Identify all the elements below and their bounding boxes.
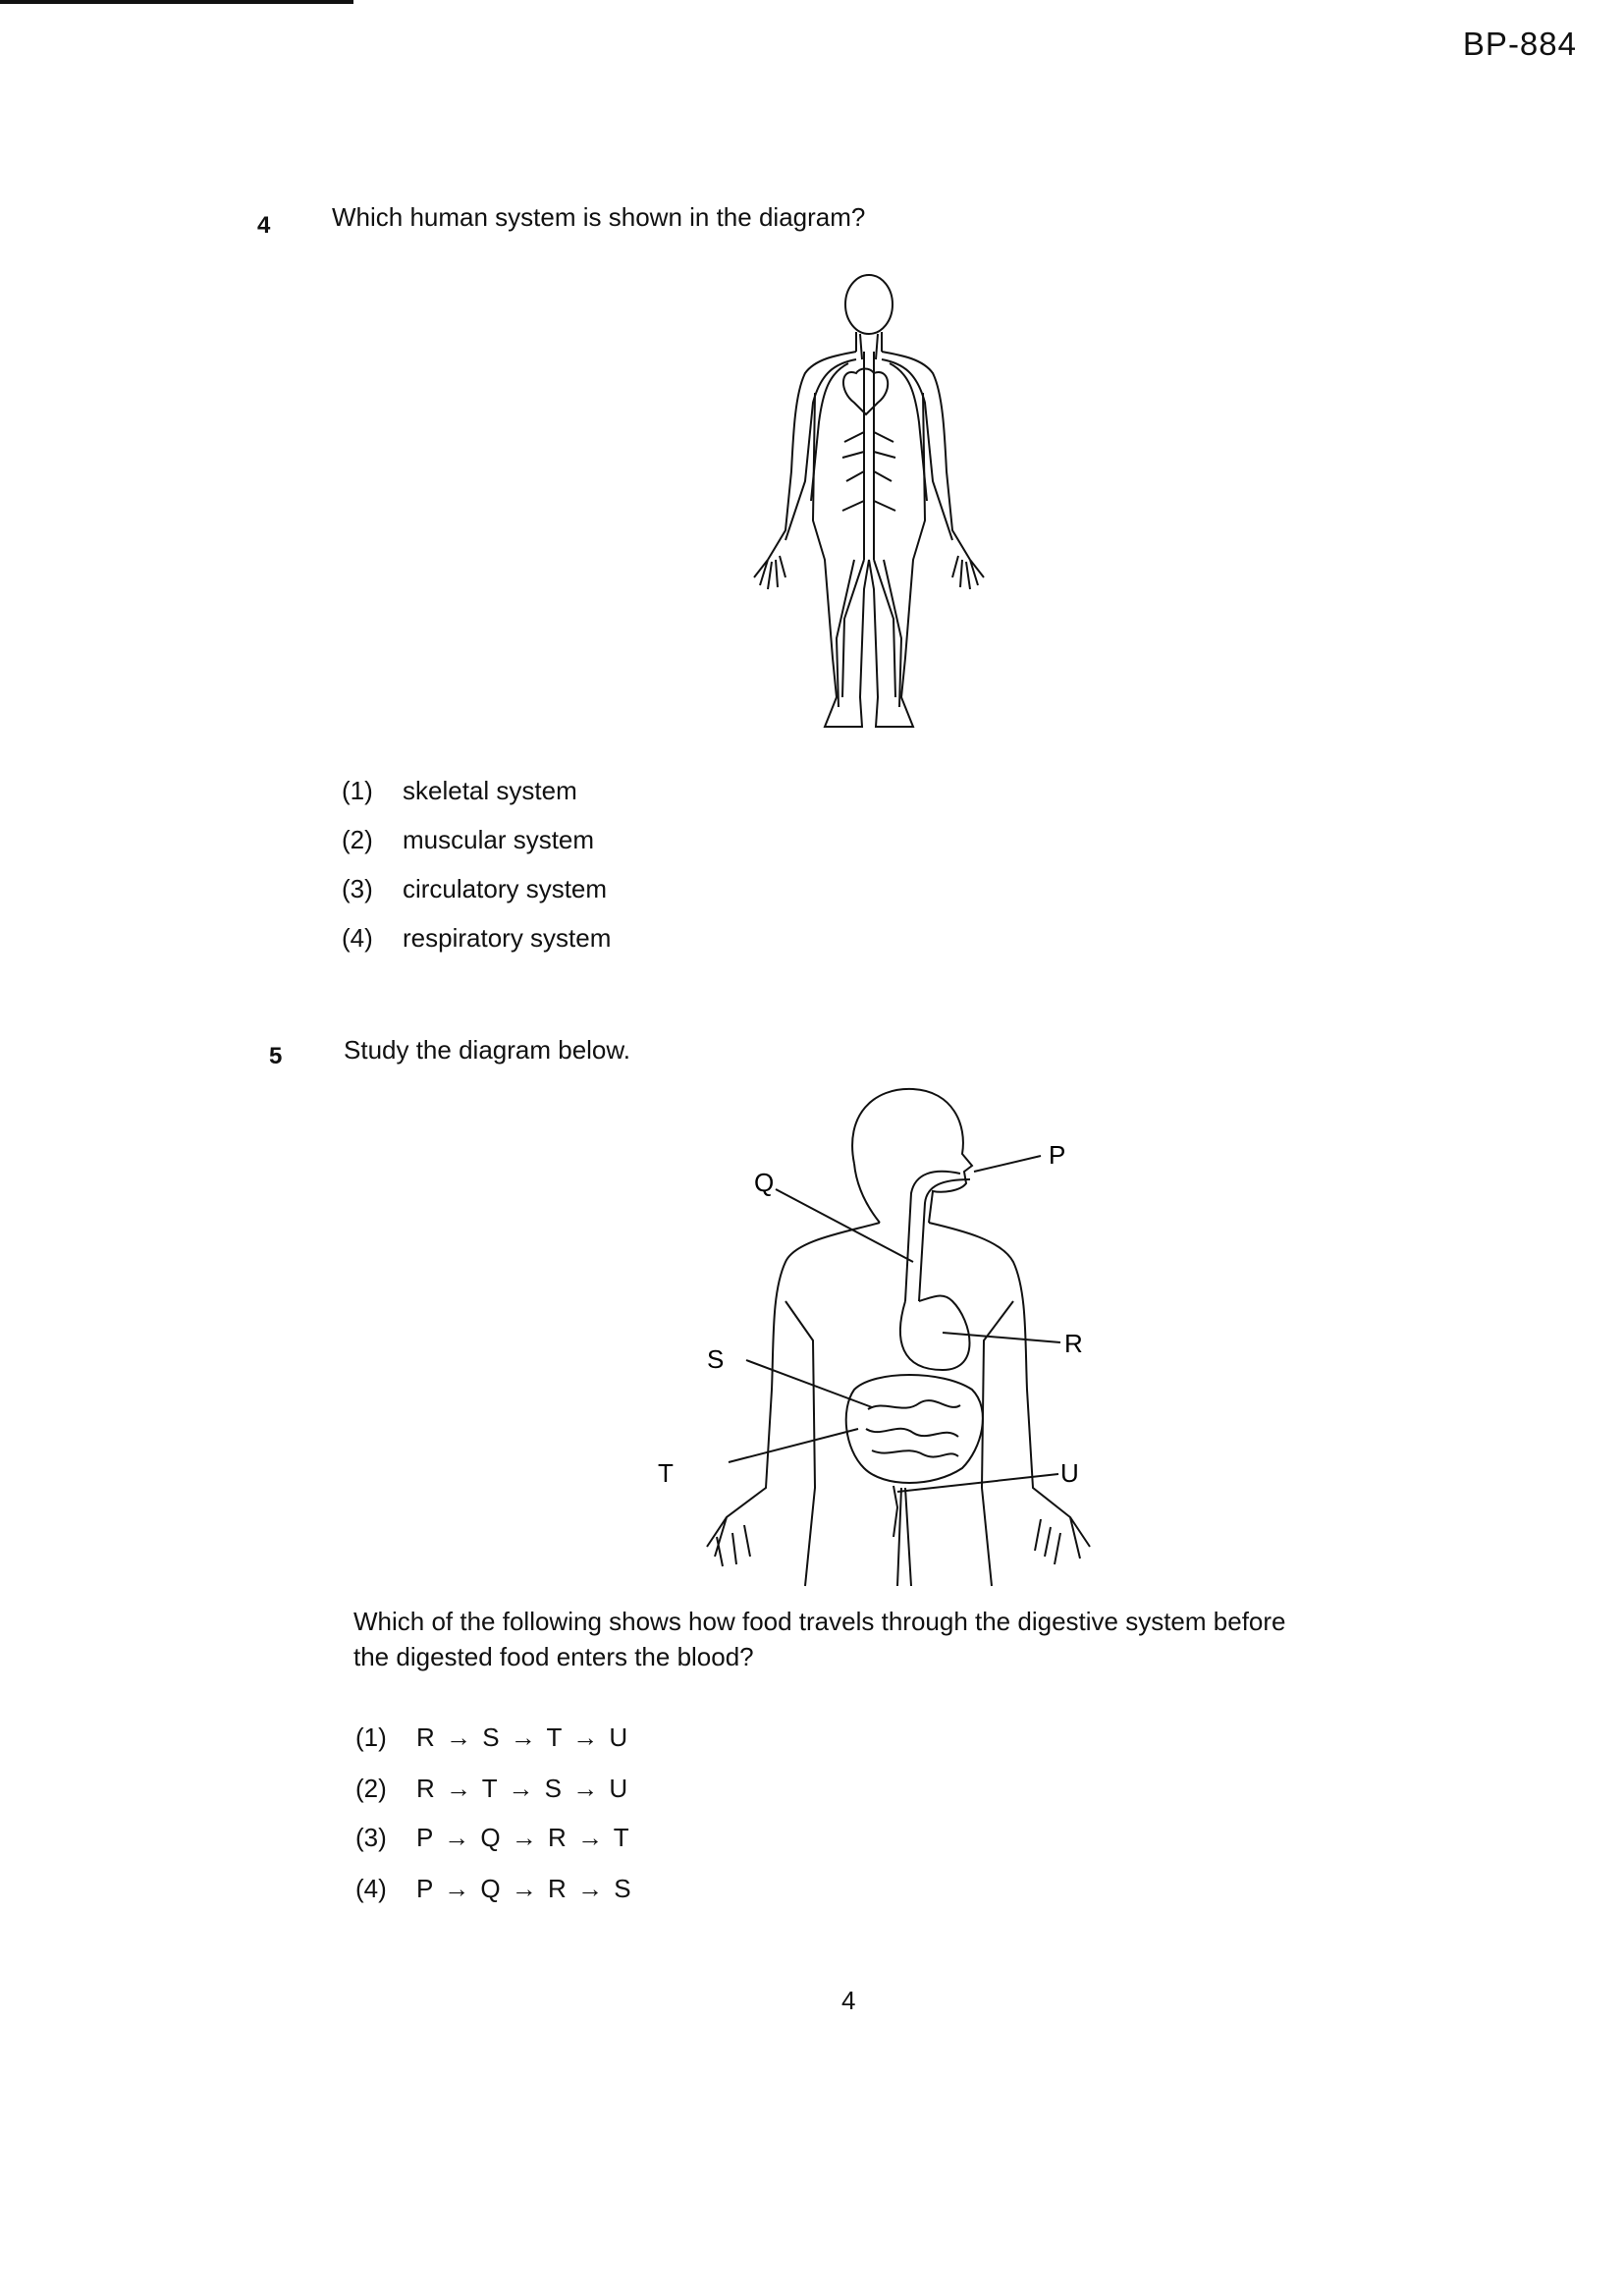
digestive-system-diagram — [648, 1075, 1110, 1596]
label-u: U — [1060, 1458, 1079, 1488]
question-4-number: 4 — [257, 212, 271, 239]
q4-option-3[interactable]: (3) circulatory system — [342, 874, 608, 903]
label-r: R — [1064, 1329, 1083, 1358]
label-t: T — [658, 1458, 674, 1488]
question-5-intro: Study the diagram below. — [344, 1035, 630, 1065]
label-q: Q — [754, 1168, 775, 1197]
q4-option-4[interactable]: (4) respiratory system — [342, 923, 612, 953]
q4-option-1[interactable]: (1) skeletal system — [342, 776, 577, 805]
q4-option-2[interactable]: (2) muscular system — [342, 825, 595, 854]
question-4-text: Which human system is shown in the diagram? — [332, 202, 866, 232]
label-p: P — [1049, 1140, 1066, 1170]
paper-code: BP-884 — [1462, 26, 1577, 62]
top-rule — [0, 0, 353, 4]
question-5-number: 5 — [269, 1043, 283, 1069]
q5-option-4[interactable]: (4) P → Q → R → S — [355, 1874, 633, 1903]
circulatory-system-diagram — [746, 265, 992, 737]
q5-option-2[interactable]: (2) R → T → S → U — [355, 1774, 630, 1803]
label-s: S — [707, 1344, 725, 1374]
page-number: 4 — [841, 1986, 856, 2015]
q5-option-1[interactable]: (1) R → S → T → U — [355, 1722, 630, 1752]
question-5-text-line2: the digested food enters the blood? — [353, 1642, 754, 1671]
q5-option-3[interactable]: (3) P → Q → R → T — [355, 1823, 631, 1852]
question-5-text-line1: Which of the following shows how food travels through the digestive system before — [353, 1607, 1286, 1636]
